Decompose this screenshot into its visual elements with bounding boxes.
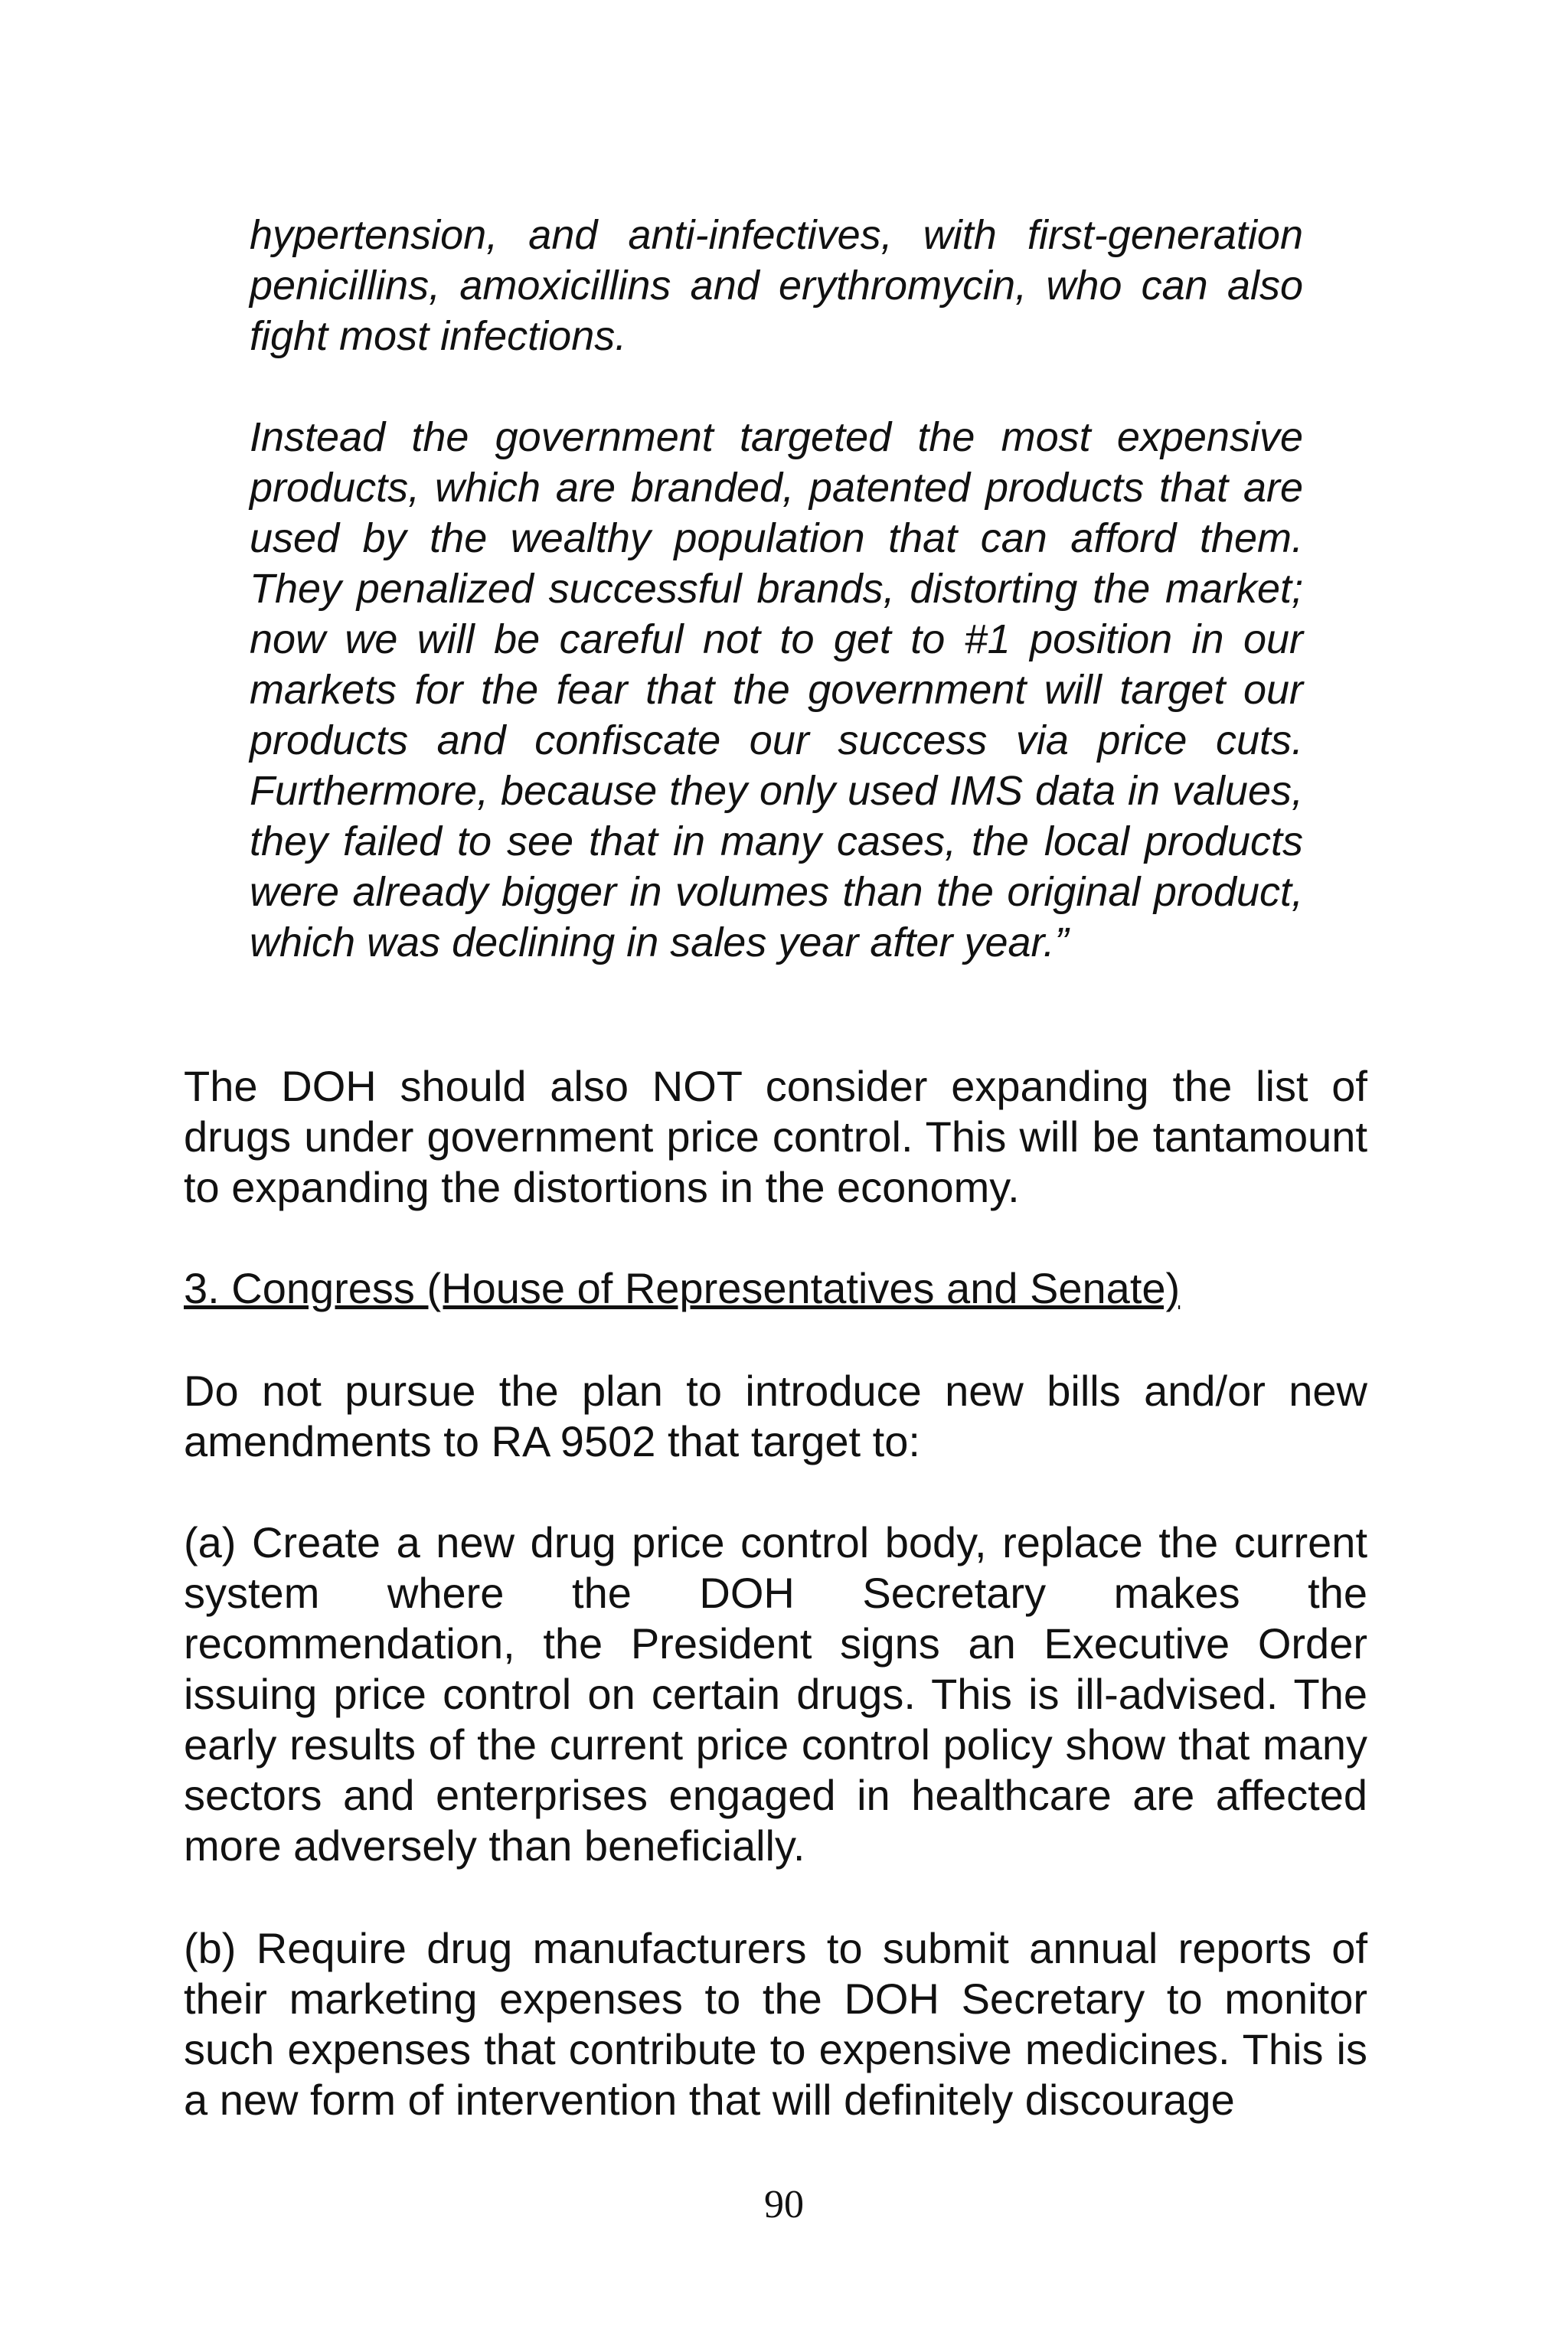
list-item-b: (b) Require drug manufacturers to submit annual reports of their marketing expenses to the DOH Secretary to monitor such expenses that contribute to expensive medicines. This is a new form of intervention that will definitely discourage	[184, 1924, 1367, 2124]
list-item-a: (a) Create a new drug price control body, replace the current system where the DOH Secretary makes the recommendation, the President signs an Executive Order issuing price control on certain drugs. This is ill-advised. The early results of the current price control policy show that many sectors and enterprises engaged in healthcare are affected more adversely than beneficially.	[184, 1518, 1367, 1870]
paragraph-intro: Do not pursue the plan to introduce new bills and/or new amendments to RA 9502 that target to:	[184, 1367, 1367, 1465]
quote-paragraph-1: hypertension, and anti-infectives, with first-generation penicillins, amoxicillins and erythromycin, who can also fight most infections.	[250, 212, 1303, 359]
paragraph-doh: The DOH should also NOT consider expanding the list of drugs under government price control. This will be tantamount to expanding the distortions in the economy.	[184, 1062, 1367, 1211]
section-heading: 3. Congress (House of Representatives and Senate)	[184, 1264, 1181, 1312]
quote-paragraph-2: Instead the government targeted the most expensive products, which are branded, patented products that are used by the wealthy population that can afford them. They penalized successful brands, distorting the market; now we will be careful not to get to #1 position in our markets for the fear that the government will target our products and confiscate our success via price cuts. Furthermore, because they only used IMS data in values, they failed to see that in many cases, the local products were already bigger in volumes than the original product, which was declining in sales year after year.”	[250, 414, 1303, 965]
page-number: 90	[764, 2183, 804, 2226]
